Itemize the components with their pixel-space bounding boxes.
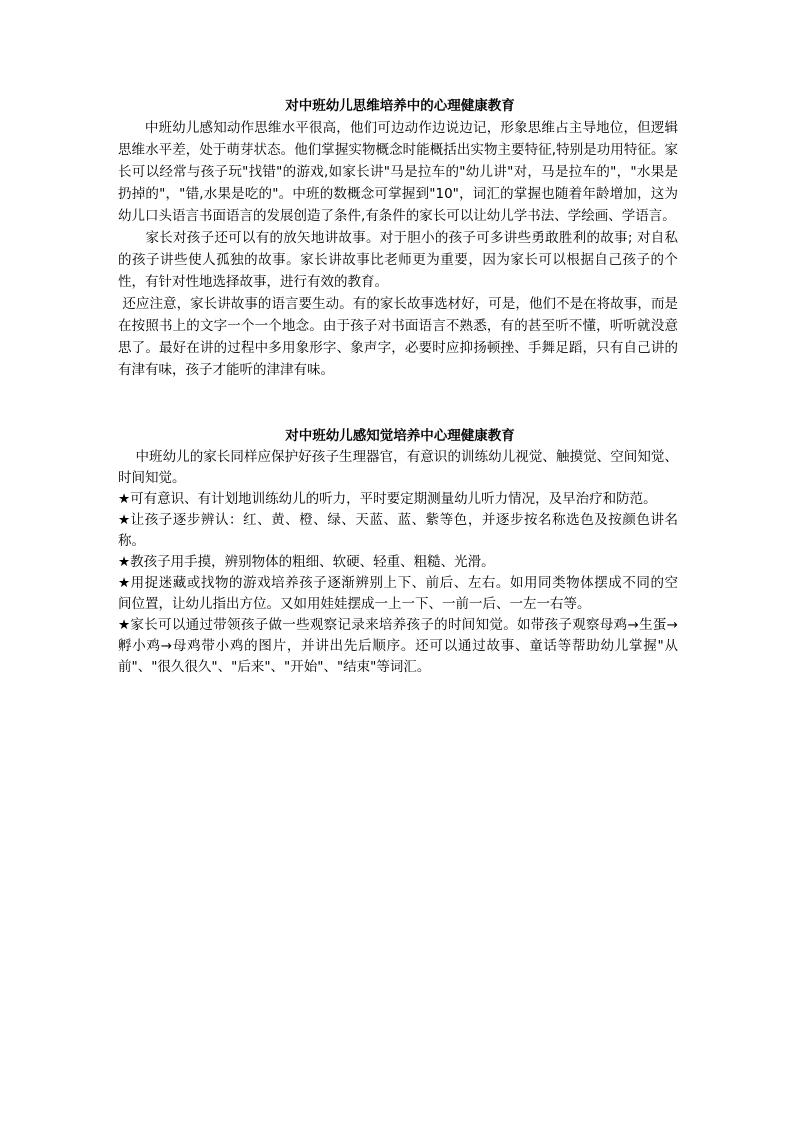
bullet-item: ★用捉迷藏或找物的游戏培养孩子逐渐辨别上下、前后、左右。如用同类物体摆成不同的空 间位置，让幼儿指出方位。又如用娃娃摆成一上一下、一前一后、一左一右等。: [118, 575, 691, 612]
paragraph: 中班幼儿的家长同样应保护好孩子生理器官，有意识的训练幼儿视觉、触摸觉、空间知觉、时间知觉。: [118, 449, 679, 486]
bullet-item: ★教孩子用手摸，辨别物体的粗细、软硬、轻重、粗糙、光滑。: [118, 554, 495, 570]
section-perception: [118, 425, 691, 678]
section-title: 对中班幼儿感知觉培养中心理健康教育: [285, 428, 515, 444]
document-page: [118, 95, 691, 678]
section-thinking: [118, 95, 678, 381]
paragraph: 家长对孩子还可以有的放矢地讲故事。对于胆小的孩子可多讲些勇敢胜利的故事; 对自私的孩子讲些使人孤独的故事。家长讲故事比老师更为重要，因为家长可以根据自己孩子的个性，有针对性地选择故事，进行有效的教育。: [118, 230, 679, 290]
paragraph: 还应注意，家长讲故事的语言要生动。有的家长故事选材好，可是，他们不是在将故事，而是在按照书上的文字一个一个地念。由于孩子对书面语言不熟悉，有的甚至听不懂，听听就没意思了。最好在讲的过程中多用象形字、象声字，必要时应抑扬顿挫、手舞足蹈，只有自己讲的有津有味，孩子才能听的津津有味。: [118, 296, 679, 378]
bullet-item: ★可有意识、有计划地训练幼儿的听力，平时要定期测量幼儿听力情况，及早治疗和防范。: [118, 491, 657, 507]
paragraph: 中班幼儿感知动作思维水平很高，他们可边动作边说边记，形象思维占主导地位，但逻辑思维水平差，处于萌芽状态。他们掌握实物概念时能概括出实物主要特征,特别是功用特征。家长可以经常与孩子玩"找错"的游戏,如家长讲"马是拉车的"幼儿讲"对，马是拉车的"，"水果是扔掉的"，"错,水果是吃的"。中班的数概念可掌握到"10"，词汇的掌握也随着年龄增加，这为幼儿口头语言书面语言的发展创造了条件,有条件的家长可以让幼儿学书法、学绘画、学语言。: [118, 120, 679, 224]
bullet-item: ★家长可以通过带领孩子做一些观察记录来培养孩子的时间知觉。如带孩子观察母鸡→生蛋→孵小鸡→母鸡带小鸡的图片，并讲出先后顺序。还可以通过故事、童话等帮助幼儿掌握"从前"、"很久很久"、"后来"、"开始"、"结束"等词汇。: [118, 617, 678, 675]
section-title: 对中班幼儿思维培养中的心理健康教育: [285, 98, 515, 114]
bullet-item: ★让孩子逐步辨认：红、黄、橙、绿、天蓝、蓝、紫等色，并逐步按名称选色及按颜色讲名称。: [118, 512, 678, 549]
